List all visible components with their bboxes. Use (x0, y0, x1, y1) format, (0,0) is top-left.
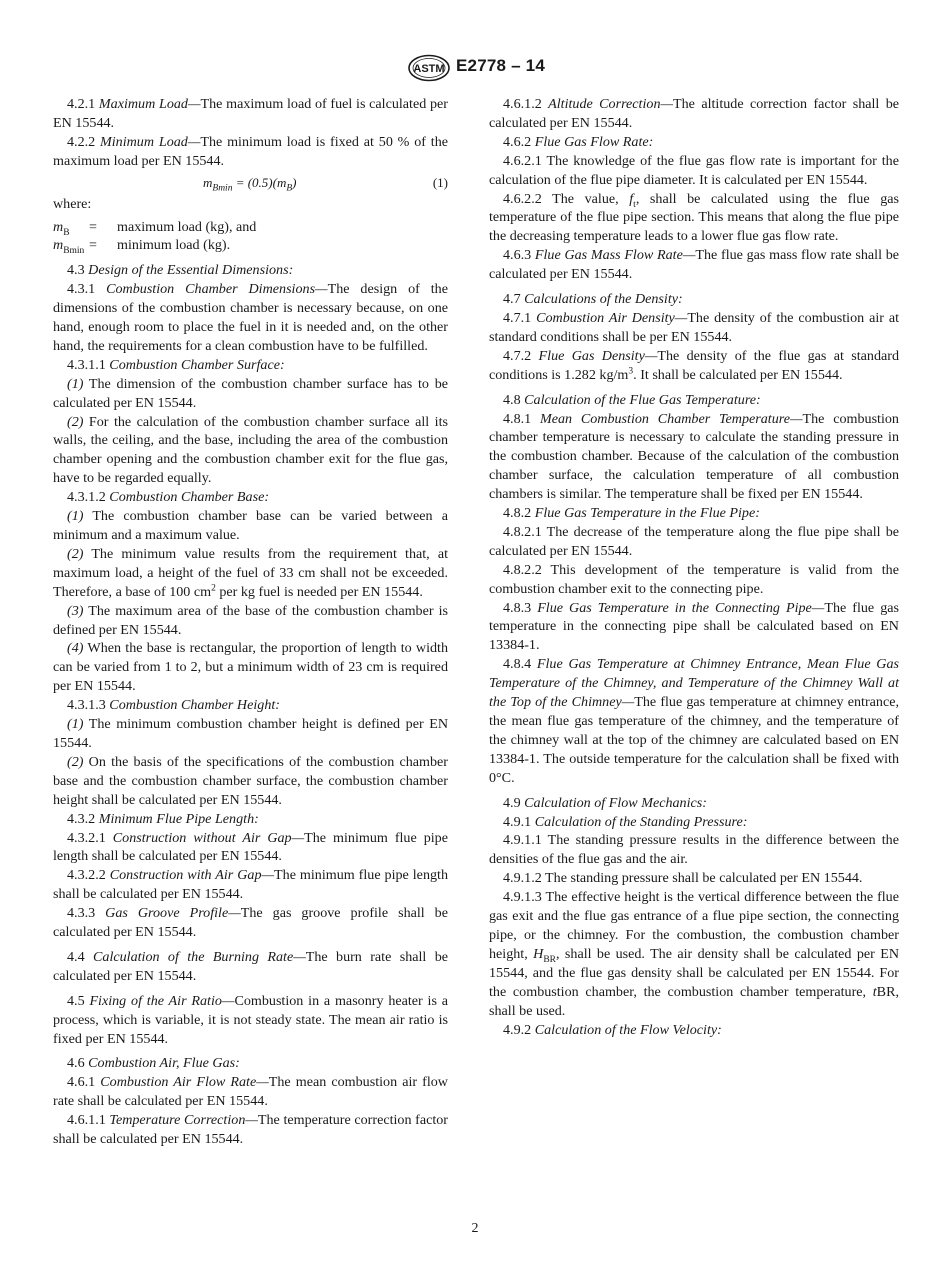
section-4-6-1: 4.6.1 Combustion Air Flow Rate—The mean combustion air flow rate shall be calculated per EN 15544. (53, 1074, 448, 1110)
item-4-3-1-2-4: (4) When the base is rectangular, the proportion of length to width can be varied from 1 to 2, but a minimum width of 23 cm is required per EN 15544. (53, 640, 448, 695)
where-label: where: (53, 195, 92, 212)
section-4-6: 4.6 Combustion Air, Flue Gas: (67, 1055, 240, 1072)
section-4-8-2-2: 4.8.2.2 This development of the temperature is valid from the combustion chamber exit to the connecting pipe. (489, 561, 899, 597)
section-4-7-2: 4.7.2 Flue Gas Density—The density of the flue gas at standard conditions is 1.282 $kg/m^3$. It shall be calculated per EN 15544. (489, 347, 899, 383)
page-number: 2 (471, 1221, 479, 1236)
section-4-3-1: 4.3.1 Combustion Chamber Dimensions—The design of the dimensions of the combustion chamber is necessary because, on one hand, enough room to place the fuel in it is needed and, on the other hand, the requirements for a clean combustion have to be fulfilled. (53, 281, 448, 354)
section-4-8-2-1: 4.8.2.1 The decrease of the temperature along the flue pipe shall be calculated per EN 15544. (489, 523, 899, 559)
item-4-3-1-1-2: (2) For the calculation of the combustion chamber surface all its walls, the ceiling, and the base, including the area of the combustion chamber opening and the combustion chamber exit for the flue gas, have to be regarded equally. (53, 413, 448, 487)
section-4-7: 4.7 Calculations of the Density: (503, 291, 683, 308)
section-4-6-2-1: 4.6.2.1 The knowledge of the flue gas flow rate is important for the calculation of the flue pipe diameter. It is calculated per EN 15544. (489, 152, 899, 188)
section-4-8-2: 4.8.2 Flue Gas Temperature in the Flue Pipe: (503, 505, 760, 522)
section-4-3-1-2: 4.3.1.2 Combustion Chamber Base: (67, 489, 270, 506)
section-4-9-1-3: 4.9.1.3 The effective height is the vertical difference between the flue gas exit and the flue gas entrance of a flue pipe section, the connecting pipe, or the chimney. For the combustion, the combustion chamber height, $H_{BR}$, shall be used. The air density shall be calculated per EN 15544, and the flue gas density shall be calculated per EN 15544. For the combustion chamber, the combustion chamber temperature, tBR, shall be used. (489, 889, 899, 1019)
section-4-9-1-1: 4.9.1.1 The standing pressure results in the difference between the densities of the flue gas and the air. (489, 832, 899, 868)
section-4-9: 4.9 Calculation of Flow Mechanics: (503, 794, 707, 811)
item-4-3-1-2-2: (2) The minimum value results from the requirement that, at maximum load, a height of the fuel of 33 cm shall not be exceeded. Therefore, a base of 100 $cm^2$ per kg fuel is needed per EN 15544. (53, 545, 448, 600)
section-4-3-3: 4.3.3 Gas Groove Profile—The gas groove profile shall be calculated per EN 15544. (53, 905, 448, 941)
item-4-3-1-2-1: (1) The combustion chamber base can be varied between a minimum and a maximum value. (53, 508, 448, 543)
section-4-8-3: 4.8.3 Flue Gas Temperature in the Connecting Pipe—The flue gas temperature in the connecting pipe shall be calculated based on EN 13384-1. (489, 599, 899, 654)
section-4-9-1-2: 4.9.1.2 The standing pressure shall be calculated per EN 15544. (503, 870, 863, 887)
section-4-3-1-1: 4.3.1.1 Combustion Chamber Surface: (67, 356, 285, 373)
section-4-6-2: 4.6.2 Flue Gas Flow Rate: (503, 133, 654, 150)
section-4-2-1: 4.2.1 Maximum Load—The maximum load of fuel is calculated per EN 15544. (53, 96, 448, 131)
item-4-3-1-3-2: (2) On the basis of the specifications of the combustion chamber base and the combustion chamber surface, the combustion chamber height shall be calculated per EN 15544. (53, 753, 448, 808)
section-4-6-2-2: 4.6.2.2 The value, $f_t$, shall be calculated using the flue gas temperature of the flue pipe section. This means that along the flue pipe the decreasing temperature leads to a lower flue gas flow rate. (489, 190, 899, 245)
section-4-9-2: 4.9.2 Calculation of the Flow Velocity: (503, 1021, 722, 1038)
definition-mb: $m_B$ = maximum load (kg), and (53, 218, 257, 238)
section-4-3-2: 4.3.2 Minimum Flue Pipe Length: (67, 810, 259, 827)
section-4-8-4: 4.8.4 Flue Gas Temperature at Chimney Entrance, Mean Flue Gas Temperature of the Chimney, and Temperature of the Chimney Wall at the Top of the Chimney—The flue gas temperature at chimney entrance, the mean flue gas temperature of the chimney, and the temperature of the chimney wall at the top of the chimney are calculated based on EN 13384-1. The outside temperature for the calculation shall be fixed with 0°C. (489, 656, 900, 786)
section-4-6-1-2: 4.6.1.2 Altitude Correction—The altitude correction factor shall be calculated per EN 15544. (489, 96, 900, 131)
section-4-6-1-1: 4.6.1.1 Temperature Correction—The temperature correction factor shall be calculated per EN 15544. (53, 1112, 448, 1148)
section-4-7-1: 4.7.1 Combustion Air Density—The density of the combustion air at standard conditions shall be per EN 15544. (489, 309, 899, 345)
section-4-8: 4.8 Calculation of the Flue Gas Temperature: (503, 391, 761, 408)
item-4-3-1-2-3: (3) The maximum area of the base of the combustion chamber is defined per EN 15544. (53, 602, 448, 638)
document-designation: E2778 – 14 (456, 56, 545, 75)
section-4-3-2-1: 4.3.2.1 Construction without Air Gap—The minimum flue pipe length shall be calculated per EN 15544. (53, 829, 448, 865)
astm-logo-icon (407, 54, 451, 82)
page-header (0, 54, 950, 84)
section-4-5: 4.5 Fixing of the Air Ratio—Combustion in a masonry heater is a process, which is variable, it is not steady state. The mean air ratio is fixed per EN 15544. (53, 992, 448, 1047)
section-4-4: 4.4 Calculation of the Burning Rate—The burn rate shall be calculated per EN 15544. (53, 948, 448, 984)
section-4-6-3: 4.6.3 Flue Gas Mass Flow Rate—The flue gas mass flow rate shall be calculated per EN 15544. (489, 247, 900, 283)
definition-mbmin: $m_{Bmin}$ = minimum load (kg). (53, 237, 231, 257)
section-4-3-1-3: 4.3.1.3 Combustion Chamber Height: (67, 697, 280, 714)
section-4-3-2-2: 4.3.2.2 Construction with Air Gap—The minimum flue pipe length shall be calculated per EN 15544. (53, 867, 448, 903)
equation-number: (1) (432, 174, 448, 190)
left-column (53, 95, 448, 1149)
equation-1: $m_{Bmin} = (0.5)(m_B)$ (1) (203, 174, 448, 194)
section-4-9-1: 4.9.1 Calculation of the Standing Pressure: (503, 813, 748, 830)
section-4-3: 4.3 Design of the Essential Dimensions: (67, 262, 294, 279)
section-4-8-1: 4.8.1 Mean Combustion Chamber Temperature—The combustion chamber temperature is necessary to calculate the standing pressure in the combustion chamber. Because of the calculation of the combustion chamber surface, the calculation temperature of all combustion chambers is similar. The temperature shall be fixed per EN 15544. (489, 410, 899, 503)
svg-text:ASTM: ASTM (413, 63, 445, 75)
section-4-2-2: 4.2.2 Minimum Load—The minimum load is fixed at 50 % of the maximum load per EN 15544. (53, 133, 449, 169)
right-column (489, 95, 899, 1039)
item-4-3-1-1-1: (1) The dimension of the combustion chamber surface has to be calculated per EN 15544. (53, 375, 448, 411)
item-4-3-1-3-1: (1) The minimum combustion chamber height is defined per EN 15544. (53, 716, 448, 751)
